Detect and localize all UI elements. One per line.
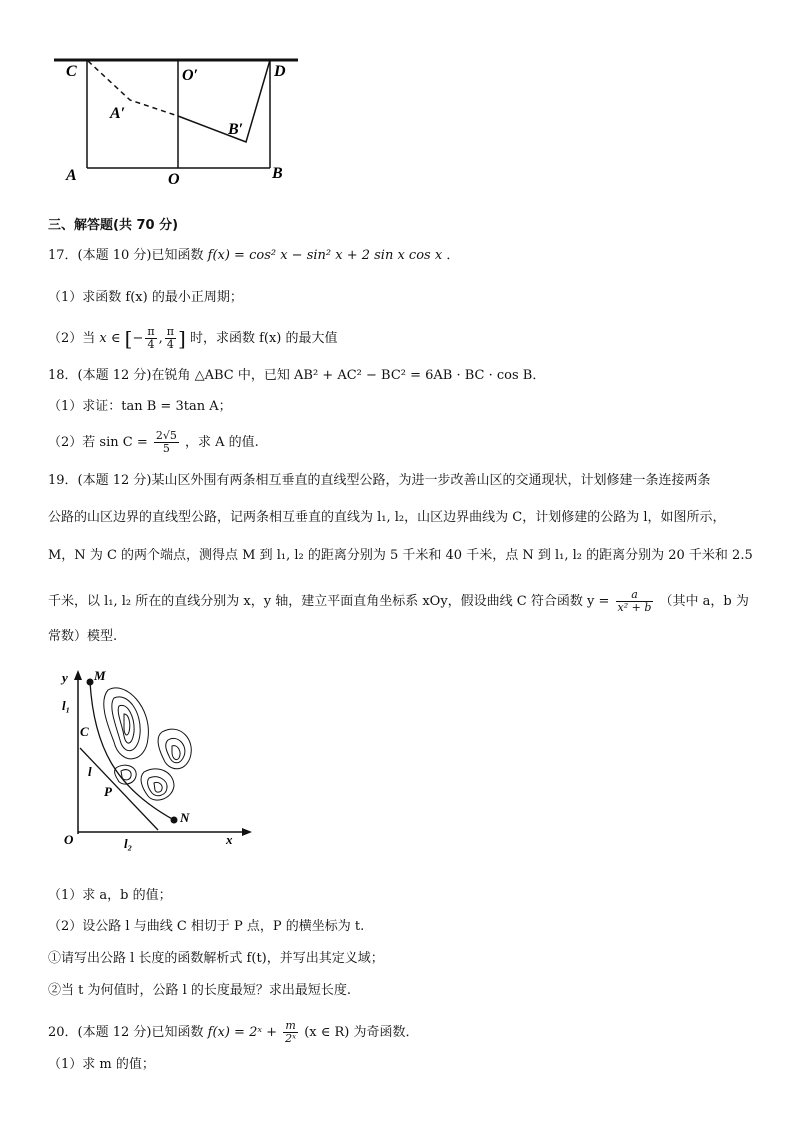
road-map-figure [56, 668, 266, 858]
interval-frac-1: $\frac{\pi}{4}$ [147, 325, 155, 351]
q19-line4 [48, 589, 749, 614]
label-O: O [64, 832, 74, 847]
q19-part1: （1）求 a，b 的值； [48, 888, 172, 903]
dashed-CA-prime [88, 61, 178, 116]
q18-p2-b: ，求 A 的值. [185, 435, 259, 450]
label-D: D [274, 63, 286, 80]
tangent-l [80, 748, 158, 830]
label-l2: l₂ [124, 836, 133, 851]
q19-l4a: 千米，以 l₁, l₂ 所在的直线分别为 x，y 轴，建立平面直角坐标系 xOy，假设曲线 C 符合函数 y = [48, 594, 610, 609]
label-B-prime: B′ [228, 121, 244, 138]
label-y: y [62, 670, 68, 685]
bracket-left: [ [124, 326, 133, 351]
q19-part2: （2）设公路 l 与曲线 C 相切于 P 点，P 的横坐标为 t. [48, 919, 365, 934]
q17-end: ． [446, 248, 460, 263]
label-N: N [180, 810, 190, 825]
q17-p2-b: x ∈ [99, 331, 121, 346]
q17-formula: f(x) = cos² x − sin² x + 2 sin x cos x [207, 248, 443, 263]
q17-stem [48, 247, 459, 265]
interval-frac-2: $\frac{\pi}{4}$ [166, 325, 174, 351]
interval-comma: , [158, 331, 163, 346]
q18-frac: $\frac{2√5}{5}$ [155, 429, 177, 455]
folding-figure [50, 52, 310, 192]
contour-lines [104, 688, 192, 800]
bracket-right: ] [177, 326, 186, 351]
q19-line5: 常数）模型. [48, 629, 118, 644]
point-M [87, 679, 94, 686]
interval-minus: − [132, 331, 144, 346]
q20-stem [48, 1020, 418, 1045]
q19-l4b: （其中 a，b 为 [659, 594, 749, 609]
q20-stem-b: f(x) = 2ˣ + [207, 1025, 277, 1040]
q19-sub1: ①请写出公路 l 长度的函数解析式 f(t)，并写出其定义域； [48, 951, 384, 966]
q20-frac: $\frac{m}{\text{2ˣ}}$ [285, 1019, 297, 1045]
q17-part2 [48, 326, 338, 351]
q17-p2-c: 时，求函数 f(x) 的最大值 [189, 331, 338, 346]
q18-part2 [48, 430, 259, 455]
q20-stem-a: 20．(本题 12 分)已知函数 [48, 1025, 204, 1040]
q19-frac: $\frac{a}{\text{x² + b}}$ [617, 588, 652, 614]
label-P: P [104, 784, 112, 799]
x-axis-arrow [242, 828, 252, 836]
label-C: C [80, 724, 89, 739]
point-N [171, 817, 178, 824]
label-x: x [226, 832, 233, 847]
q17-part1: （1）求函数 f(x) 的最小正周期； [48, 290, 243, 305]
q18-part1: （1）求证：tan B = 3tan A； [48, 399, 232, 414]
q17-p2-a: （2）当 [48, 331, 96, 346]
q19-line2: 公路的山区边界的直线型公路，记两条相互垂直的直线为 l₁, l₂，山区边界曲线为 C，计划修建的公路为 l，如图所示， [48, 510, 726, 525]
label-l1: l₁ [62, 698, 71, 713]
label-A: A [66, 167, 77, 184]
q19-line1: 19．(本题 12 分)某山区外围有两条相互垂直的直线型公路，为进一步改善山区的交通现状，计划修建一条连接两条 [48, 473, 711, 488]
y-axis-arrow [74, 670, 82, 680]
label-A-prime: A′ [110, 105, 126, 122]
q20-stem-c: (x ∈ R) 为奇函数． [304, 1025, 419, 1040]
q18-stem: 18．(本题 12 分)在锐角 △ABC 中，已知 AB² + AC² − BC² = 6AB · BC · cos B． [48, 368, 546, 383]
label-O-prime: O′ [182, 67, 199, 84]
q19-line3: M，N 为 C 的两个端点，测得点 M 到 l₁, l₂ 的距离分别为 5 千米和 40 千米，点 N 到 l₁, l₂ 的距离分别为 20 千米和 2.5 [48, 548, 753, 563]
q18-p2-a: （2）若 sin C = [48, 435, 148, 450]
label-B: B [272, 165, 283, 182]
label-C: C [66, 63, 77, 80]
label-l: l [88, 764, 92, 779]
section-heading: 三、解答题(共 70 分) [48, 218, 179, 233]
q20-part1: （1）求 m 的值； [48, 1057, 155, 1072]
label-M: M [94, 668, 106, 683]
q17-stem-text: 17．(本题 10 分)已知函数 [48, 248, 204, 263]
label-O: O [168, 171, 180, 188]
q19-sub2: ②当 t 为何值时，公路 l 的长度最短？求出最短长度. [48, 983, 352, 998]
